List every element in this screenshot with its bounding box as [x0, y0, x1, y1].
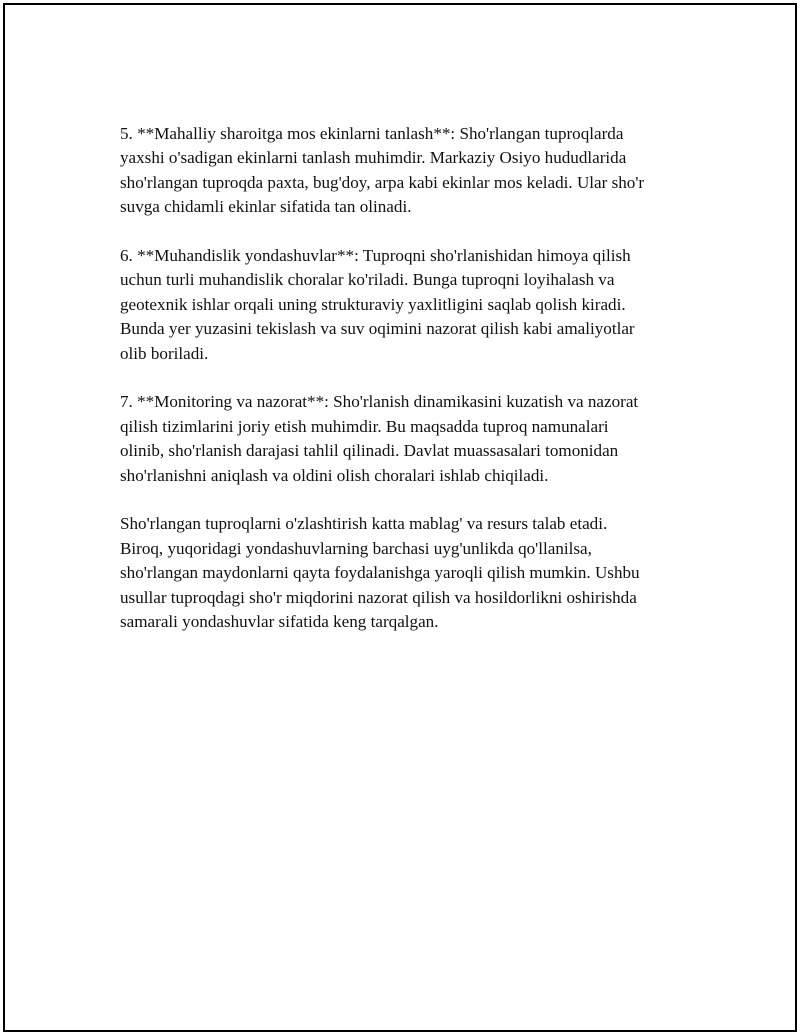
document-body	[120, 122, 710, 659]
text-line: suvga chidamli ekinlar sifatida tan olinadi.	[120, 197, 412, 217]
text-line: sho'rlangan maydonlarni qayta foydalanishga yaroqli qilish mumkin. Ushbu	[120, 563, 640, 583]
text-line: qilish tizimlarini joriy etish muhimdir. Bu maqsadda tuproq namunalari	[120, 416, 609, 436]
paragraph-item-7	[120, 390, 710, 488]
text-line: sho'rlangan tuproqda paxta, bug'doy, arpa kabi ekinlar mos keladi. Ular sho'r	[120, 172, 645, 192]
text-line: geotexnik ishlar orqali uning strukturaviy yaxlitligini saqlab qolish kiradi.	[120, 294, 626, 314]
paragraph-item-6	[120, 244, 710, 366]
text-line: Sho'rlangan tuproqlarni o'zlashtirish katta mablag' va resurs talab etadi.	[120, 514, 608, 534]
text-line: 5. **Mahalliy sharoitga mos ekinlarni tanlash**: Sho'rlangan tuproqlarda	[120, 124, 624, 143]
paragraph-conclusion	[120, 512, 710, 634]
page-frame	[3, 3, 797, 1032]
text-line: yaxshi o'sadigan ekinlarni tanlash muhimdir. Markaziy Osiyo hududlarida	[120, 148, 627, 168]
text-line: usullar tuproqdagi sho'r miqdorini nazorat qilish va hosildorlikni oshirishda	[120, 587, 637, 607]
paragraph-item-5	[120, 122, 710, 220]
text-line: 7. **Monitoring va nazorat**: Sho'rlanish dinamikasini kuzatish va nazorat	[120, 392, 639, 412]
text-line: Biroq, yuqoridagi yondashuvlarning barchasi uyg'unlikda qo'llanilsa,	[120, 538, 592, 558]
text-line: Bunda yer yuzasini tekislash va suv oqimini nazorat qilish kabi amaliyotlar	[120, 319, 635, 339]
text-line: sho'rlanishni aniqlash va oldini olish choralari ishlab chiqiladi.	[120, 465, 549, 485]
text-line: olib boriladi.	[120, 343, 209, 363]
text-line: olinib, sho'rlanish darajasi tahlil qilinadi. Davlat muassasalari tomonidan	[120, 441, 619, 461]
text-line: samarali yondashuvlar sifatida keng tarqalgan.	[120, 612, 439, 632]
text-line: 6. **Muhandislik yondashuvlar**: Tuproqni sho'rlanishidan himoya qilish	[120, 246, 631, 266]
text-line: uchun turli muhandislik choralar ko'riladi. Bunga tuproqni loyihalash va	[120, 270, 615, 290]
